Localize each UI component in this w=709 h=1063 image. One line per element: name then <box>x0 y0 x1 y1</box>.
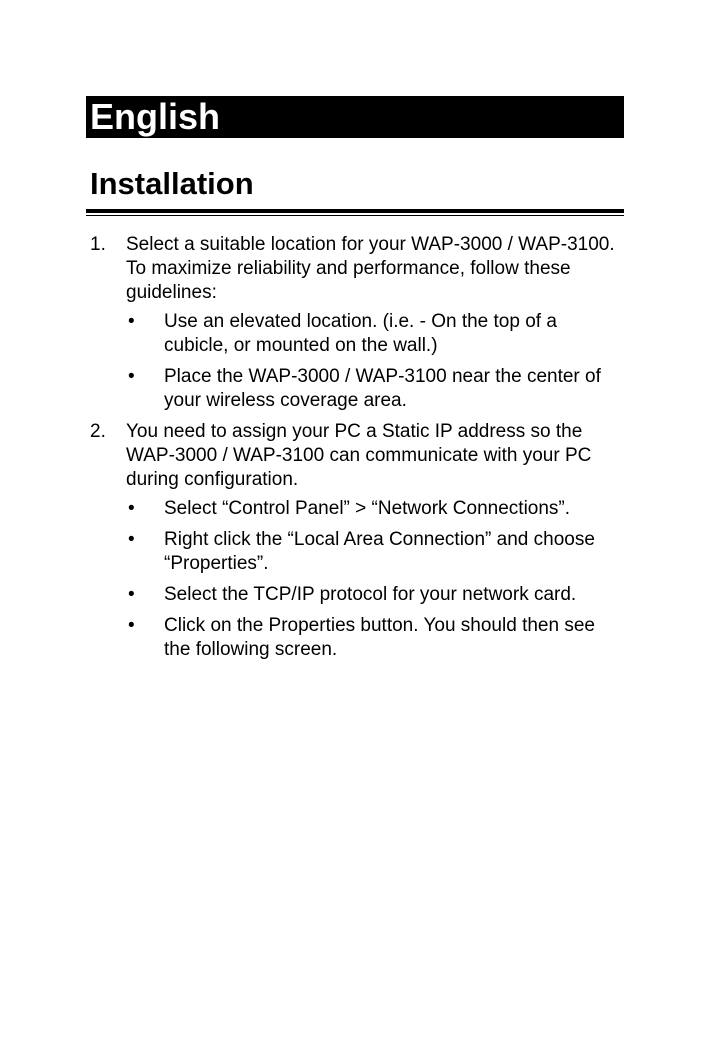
manual-page <box>86 96 624 669</box>
title-rule-thin <box>86 215 624 216</box>
bullet-text: Right click the “Local Area Connection” and choose “Properties”. <box>164 529 595 574</box>
step-text: Select a suitable location for your WAP-3000 / WAP-3100. To maximize reliability and performance, follow these guidelines: <box>126 234 615 303</box>
bullet-text: Select the TCP/IP protocol for your network card. <box>164 584 577 605</box>
installation-steps <box>86 233 624 662</box>
step-number: 2. <box>90 421 106 442</box>
bullet-icon: • <box>128 366 135 387</box>
list-item <box>126 497 624 521</box>
bullet-text: Place the WAP-3000 / WAP-3100 near the center of your wireless coverage area. <box>164 366 601 411</box>
step-number: 1. <box>90 234 106 255</box>
title-rule-thick <box>86 209 624 213</box>
bullet-text: Select “Control Panel” > “Network Connections”. <box>164 498 571 519</box>
list-item <box>126 528 624 576</box>
bullet-icon: • <box>128 498 135 519</box>
step-2-substeps <box>126 497 624 662</box>
bullet-icon: • <box>128 529 135 550</box>
section-title: Installation <box>90 166 254 201</box>
bullet-text: Use an elevated location. (i.e. - On the top of a cubicle, or mounted on the wall.) <box>164 311 557 356</box>
step-1 <box>86 233 624 413</box>
bullet-text: Click on the Properties button. You should then see the following screen. <box>164 615 595 660</box>
language-banner: English <box>86 96 624 138</box>
bullet-icon: • <box>128 311 135 332</box>
bullet-icon: • <box>128 615 135 636</box>
list-item <box>126 310 624 358</box>
bullet-icon: • <box>128 584 135 605</box>
step-2 <box>86 420 624 662</box>
list-item <box>126 583 624 607</box>
step-1-guidelines <box>126 310 624 413</box>
step-text: You need to assign your PC a Static IP address so the WAP-3000 / WAP-3100 can communicate with your PC during configuration. <box>126 421 592 490</box>
list-item <box>126 365 624 413</box>
list-item <box>126 614 624 662</box>
